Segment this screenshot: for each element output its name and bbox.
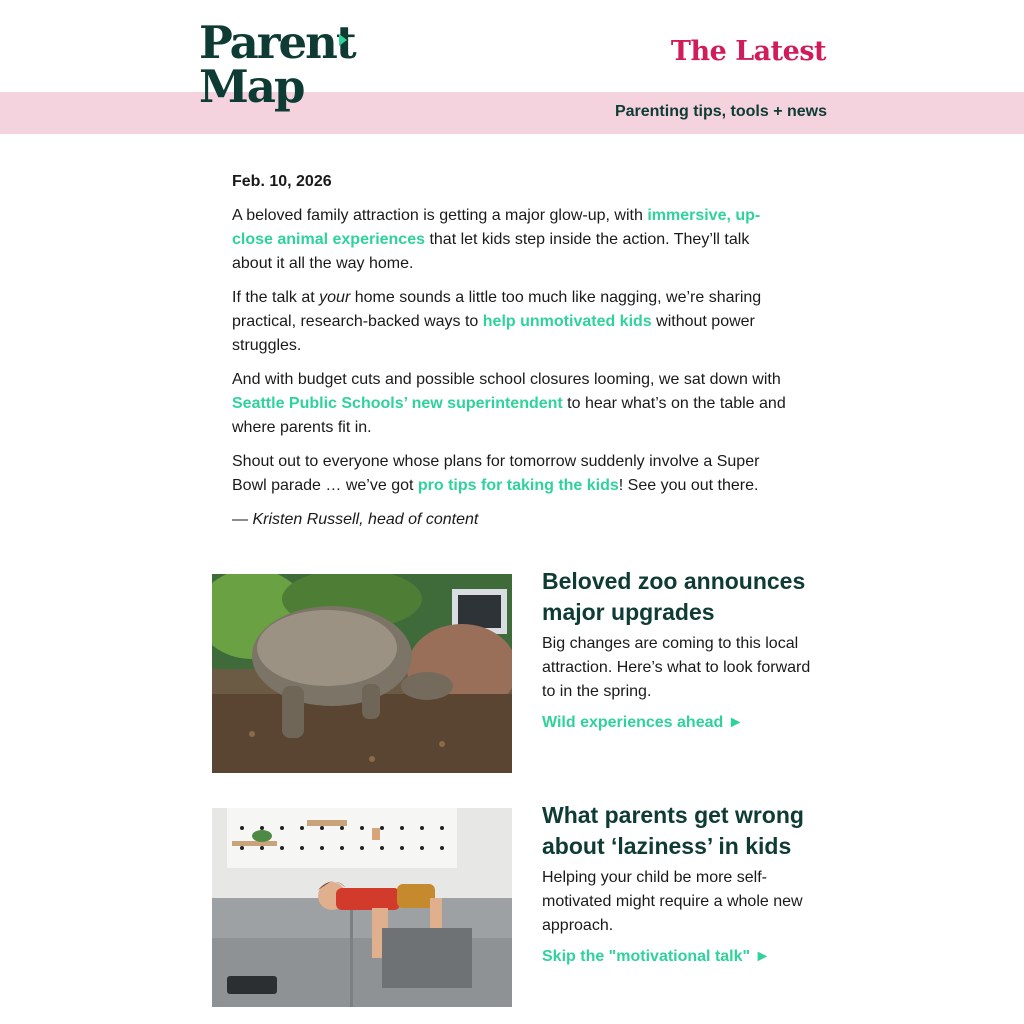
issue-date: Feb. 10, 2026 [232,173,332,190]
text: And with budget cuts and possible school closures looming, we sat down with [232,371,781,388]
link-superintendent[interactable]: Seattle Public Schools’ new superintendent [232,395,563,412]
link-animal-experiences[interactable]: immersive, up-close animal experiences [232,207,761,248]
play-triangle-icon [339,34,347,46]
story-title[interactable]: What parents get wrong about ‘laziness’ in kids [542,802,804,859]
text: A beloved family attraction is getting a major glow-up, with [232,207,648,224]
story-cta-link[interactable]: Wild experiences ahead ► [542,714,744,731]
text: Shout out to everyone whose plans for tomorrow suddenly involve a Super Bowl parade … we’ve got [232,453,760,494]
intro-paragraph-3 [232,368,792,440]
story-card-laziness [212,800,812,1000]
text: that let kids step inside the action. They’ll talk about it all the way home. [232,231,750,272]
logo-word-map: Map [199,60,304,113]
text: home sounds a little too much like nagging, we’re sharing practical, research-backed ways to [232,289,762,330]
story-title[interactable]: Beloved zoo announces major upgrades [542,568,806,625]
tagline: Parenting tips, tools + news [614,103,827,120]
text: If the talk at [232,289,320,306]
text: without power struggles. [232,313,755,354]
story-description: Helping your child be more self-motivated might require a whole new approach. [542,869,803,934]
intro-paragraph-4 [232,450,792,498]
story-card-zoo [212,566,812,766]
story-description: Big changes are coming to this local attraction. Here’s what to look forward to in the spring. [542,635,811,700]
intro-paragraph-1 [232,204,792,276]
section-title: The Latest [670,36,826,67]
parentmap-logo[interactable] [199,16,355,122]
signature: — Kristen Russell, head of content [232,511,479,528]
story-cta-link[interactable]: Skip the "motivational talk" ► [542,948,771,965]
text: to hear what’s on the table and where parents fit in. [232,395,786,436]
text: ! See you out there. [618,477,759,494]
kid-on-couch-photo[interactable] [212,808,512,1007]
intro-paragraph-2 [232,286,792,358]
logo-word-parent: Parent [199,16,355,69]
emphasis: your [319,289,351,306]
intro-letter [232,170,792,542]
tortoise-photo[interactable] [212,574,512,773]
tagline-band [0,92,1024,134]
story-text [542,566,817,732]
link-parade-tips[interactable]: pro tips for taking the kids [417,477,619,494]
link-unmotivated-kids[interactable]: help unmotivated kids [482,313,652,330]
story-text [542,800,817,966]
